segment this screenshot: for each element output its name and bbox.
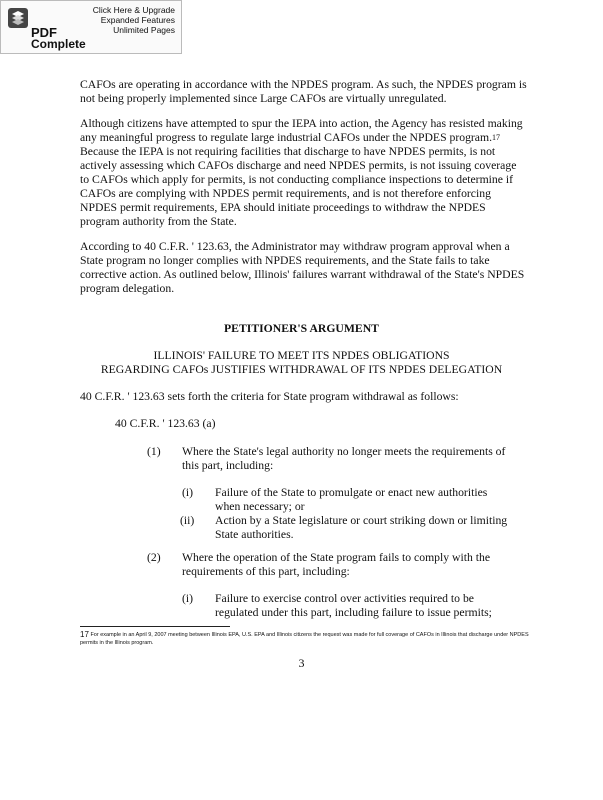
item-1-ii-text: Action by a State legislature or court striking down or limiting State authorities. bbox=[215, 514, 508, 541]
badge-features: Expanded Features bbox=[100, 15, 175, 25]
page-number: 3 bbox=[298, 656, 305, 670]
footnote-text: For example in an April 9, 2007 meeting between Illinois EPA, U.S. EPA and Illinois citizens the request was made for full coverage of CAFOs in Illinois that discharge under NPDES permits in the Illinois program. bbox=[80, 632, 529, 646]
heading-illinois-failure-line1: ILLINOIS' FAILURE TO MEET ITS NPDES OBLIGATIONS bbox=[153, 349, 450, 362]
badge-brand-complete: Complete bbox=[31, 37, 86, 51]
cfr-citation: 40 C.F.R. ' 123.63 (a) bbox=[115, 417, 216, 430]
badge-upgrade-link[interactable]: Click Here & Upgrade bbox=[92, 5, 175, 15]
badge-pages: Unlimited Pages bbox=[113, 25, 175, 35]
footnote-number: 17 bbox=[80, 630, 89, 639]
upgrade-badge[interactable] bbox=[0, 0, 182, 54]
heading-illinois-failure-line2: REGARDING CAFOs JUSTIFIES WITHDRAWAL OF ITS NPDES DELEGATION bbox=[100, 363, 503, 376]
paragraph-cfr-withdrawal: According to 40 C.F.R. ' 123.63, the Administrator may withdraw program approval when a State program no longer complies with NPDES requirements, and the State fails to take corrective action. As outlined below, Illinois' failures warrant withdrawal of the State's NPDES program delegation. bbox=[80, 240, 525, 295]
badge-promo-text[interactable] bbox=[93, 5, 175, 35]
item-1-i-number: (i) bbox=[182, 486, 194, 499]
footnote-ref[interactable]: 17 bbox=[492, 133, 501, 142]
paragraph-cafo-operation: CAFOs are operating in accordance with the NPDES program. As such, the NPDES program is not being properly implemented since Large CAFOs are virtually unregulated. bbox=[80, 78, 527, 105]
paragraph-iepa-text-b: Because the IEPA is not requiring facilities that discharge to have NPDES permits, is not actively assessing which CAFOs discharge and need NPDES permits, is not issuing coverage to CAFOs which apply for permits, is not conducting compliance inspections to determine if CAFOs are complying with NPDES permit requirements, and is not therefore enforcing NPDES permit requirements, EPA should initiate proceedings to withdraw the NPDES program authority from the State. bbox=[80, 145, 517, 228]
paragraph-iepa-failure bbox=[80, 117, 528, 229]
item-1-i-text: Failure of the State to promulgate or enact new authorities when necessary; or bbox=[215, 486, 488, 513]
item-2-i-text: Failure to exercise control over activities required to be regulated under this part, including failure to issue permits; bbox=[215, 592, 492, 619]
item-1-number: (1) bbox=[147, 445, 161, 458]
paragraph-iepa-text-a: Although citizens have attempted to spur the IEPA into action, the Agency has resisted making any meaningful progress to regulate large industrial CAFOs under the NPDES program. bbox=[80, 117, 523, 144]
item-2-number: (2) bbox=[147, 551, 161, 564]
heading-petitioners-argument: PETITIONER'S ARGUMENT bbox=[224, 322, 379, 335]
footnote bbox=[80, 631, 530, 647]
item-1-text: Where the State's legal authority no longer meets the requirements of this part, including: bbox=[182, 445, 506, 472]
item-1-ii-number: (ii) bbox=[180, 514, 195, 527]
badge-brand-pdf: PDF bbox=[31, 25, 57, 40]
footnote-divider bbox=[80, 626, 230, 627]
item-2-i-number: (i) bbox=[182, 592, 194, 605]
pdf-complete-logo-icon bbox=[7, 7, 29, 29]
criteria-intro: 40 C.F.R. ' 123.63 sets forth the criteria for State program withdrawal as follows: bbox=[80, 390, 459, 403]
item-2-text: Where the operation of the State program fails to comply with the requirements of this part, including: bbox=[182, 551, 491, 578]
